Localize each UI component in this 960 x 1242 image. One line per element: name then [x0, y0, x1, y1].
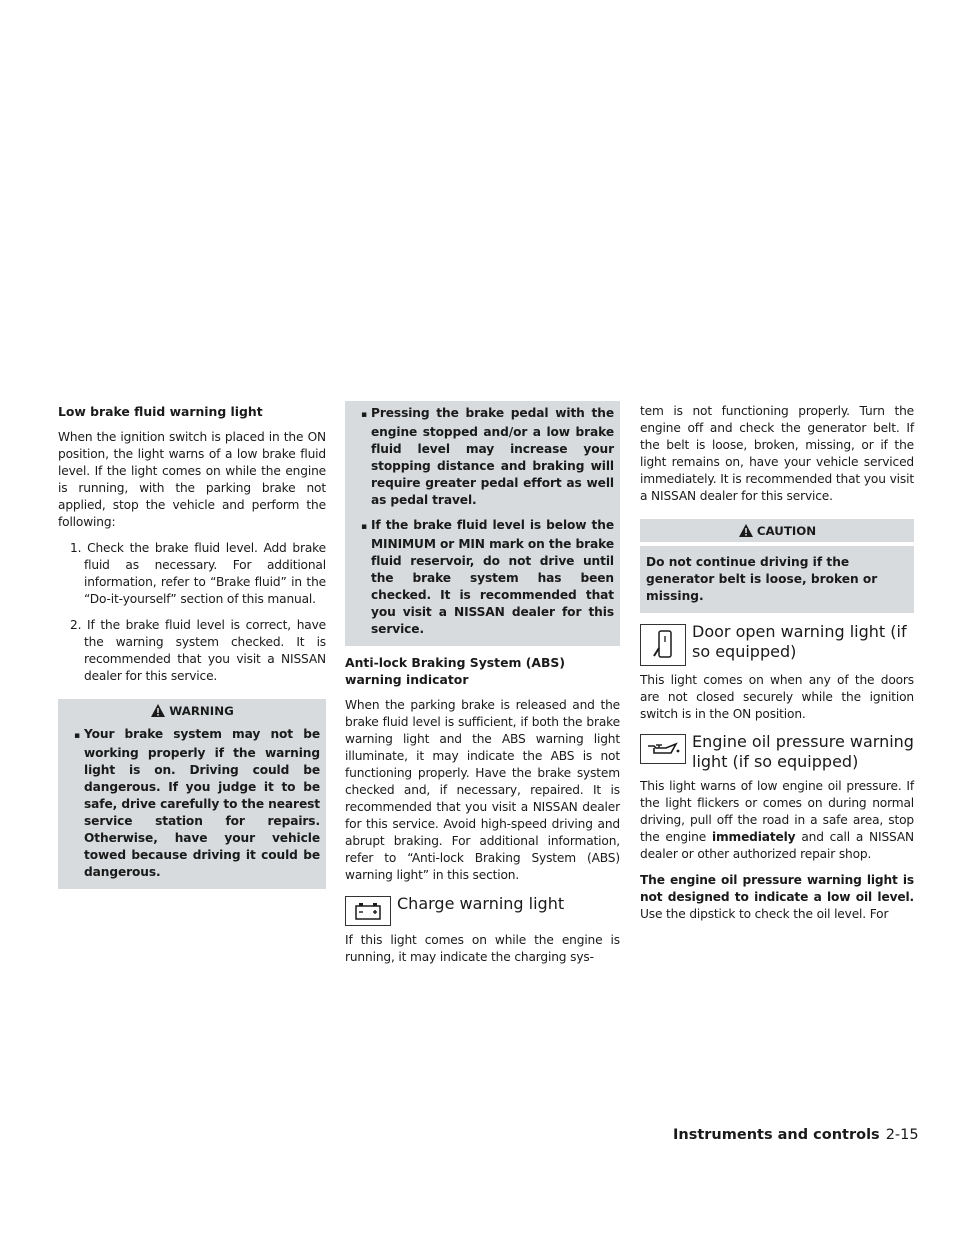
paragraph: When the parking brake is released and the brake fluid level is sufficient, if both the brake warning light and the ABS warning light illuminate, it may indicate the ABS is not functioning properly. Have the brake system checked and, if necessary, repaired. It is recommended that you visit a NISSAN dealer for this service. Avoid high-speed driving and abrupt braking. For additional information, refer to “Anti-lock Braking System (ABS) warning light” in this section. [345, 698, 620, 882]
charge-title: Charge warning light [397, 894, 565, 913]
paragraph: When the ignition switch is placed in the ON position, the light warns of a low brake fluid level. If the light comes on while the engine is running, with the parking brake not applied, stop the vehicle and perform the following: [58, 430, 326, 529]
paragraph: This light comes on when any of the doors are not closed securely while the ignition switch is in the ON position. [640, 673, 914, 721]
paragraph: tem is not functioning properly. Turn the engine off and check the generator belt. If the belt is loose, broken, missing, or if the light remains on, have your vehicle serviced immediately. It is recommended that you visit a NISSAN dealer for this service. [640, 404, 914, 503]
door-open-icon [640, 624, 686, 666]
section-heading: Low brake fluid warning light [58, 404, 263, 419]
section-heading: Anti-lock Braking System (ABS) warning indicator [345, 655, 566, 687]
paragraph [640, 778, 914, 863]
text: and call a NISSAN dealer or other authorized repair shop. [640, 830, 915, 861]
warning-box-continued [345, 401, 620, 646]
list-item: 1. Check the brake fluid level. Add brake fluid as necessary. For additional information, refer to “Brake fluid” in the “Do-it-yourself” section of this manual. [70, 541, 326, 606]
caution-header [640, 519, 914, 542]
caution-body: Do not continue driving if the generator belt is loose, broken or missing. [640, 546, 914, 613]
emphasis: The engine oil pressure warning light is not designed to indicate a low oil level. [640, 873, 914, 904]
column-3 [640, 403, 914, 932]
warning-title: WARNING [169, 703, 234, 718]
caution-title: CAUTION [756, 523, 817, 538]
column-2 [345, 401, 620, 975]
warning-item: ▪ If the brake fluid level is below the MINIMUM or MIN mark on the brake fluid reservoir, do not drive until the brake system has been checked. It is recommended that you visit a NISSAN dealer for this service. [353, 517, 614, 638]
warning-list [58, 722, 326, 889]
text: This light warns of low engine oil pressure. If the light flickers or comes on during normal driving, pull off the road in a safe area, stop the engine [640, 779, 914, 844]
warning-icon [738, 523, 754, 538]
column-1 [58, 403, 326, 889]
text: Use the dipstick to check the oil level. For [640, 907, 889, 921]
warning-box [58, 699, 326, 889]
section-name: Instruments and controls [673, 1127, 880, 1143]
charge-warning-title [345, 894, 620, 926]
numbered-list [58, 540, 326, 685]
page-number: 2-15 [885, 1127, 919, 1143]
door-warning-title [640, 622, 914, 666]
oil-can-icon [640, 734, 686, 764]
warning-item: ▪ Pressing the brake pedal with the engine stopped and/or a low brake fluid level may increase your stopping distance and braking will require greater pedal effort as well as pedal travel. [353, 405, 614, 509]
warning-header [58, 699, 326, 722]
paragraph [640, 872, 914, 923]
warning-item: ▪ Your brake system may not be working properly if the warning light is on. Driving could be dangerous. If you judge it to be safe, drive carefully to the nearest service station for repairs. Otherwise, have your vehicle towed because driving it could be dangerous. [66, 726, 320, 881]
emphasis: immediately [711, 830, 796, 844]
warning-icon [150, 703, 166, 718]
page-footer [673, 1127, 919, 1143]
list-item: 2. If the brake fluid level is correct, have the warning system checked. It is recommended that you visit a NISSAN dealer for this service. [70, 618, 326, 683]
paragraph: If this light comes on while the engine is running, it may indicate the charging sys- [345, 933, 620, 964]
caution-box [640, 519, 914, 613]
oil-title: Engine oil pressure warning light (if so equipped) [692, 732, 914, 771]
door-title: Door open warning light (if so equipped) [692, 622, 907, 661]
oil-warning-title [640, 732, 914, 772]
battery-icon [345, 896, 391, 926]
warning-list [345, 401, 620, 646]
